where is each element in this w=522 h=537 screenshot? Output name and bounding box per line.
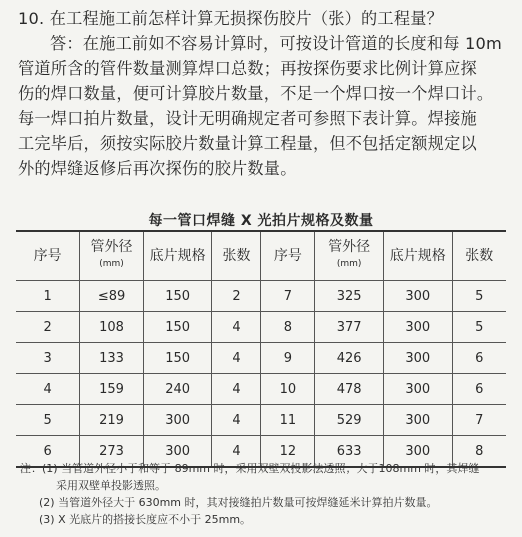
table-cell: 133 xyxy=(80,343,144,374)
note-3: (3) X 光底片的搭接长度应不小于 25mm。 xyxy=(39,513,252,526)
answer-line-4: 每一焊口拍片数量，设计无明确规定者可参照下表计算。焊接施 xyxy=(18,109,477,128)
header-od-left: 管外径 (mm) xyxy=(80,231,144,281)
table-cell: 377 xyxy=(315,312,384,343)
table-cell: 5 xyxy=(452,312,506,343)
header-count-right: 张数 xyxy=(452,231,506,281)
table-cell: 529 xyxy=(315,405,384,436)
table-cell: 4 xyxy=(212,343,261,374)
header-seq-right: 序号 xyxy=(261,231,315,281)
table-cell: 300 xyxy=(383,374,452,405)
table-cell: 150 xyxy=(143,343,212,374)
table-cell: 300 xyxy=(383,405,452,436)
table-cell: 478 xyxy=(315,374,384,405)
table-cell: 325 xyxy=(315,281,384,312)
answer-line-5: 工完毕后，须按实际胶片数量计算工程量，但不包括定额规定以 xyxy=(18,134,477,153)
table-cell: 8 xyxy=(261,312,315,343)
table-header-row xyxy=(16,231,506,281)
note-1: 注：(1) 当管道外径小于和等于 89mm 时，采用双壁双投影法透照；大于108mm 时，其焊缝 xyxy=(20,462,480,475)
table-row xyxy=(16,312,506,343)
table-row xyxy=(16,343,506,374)
table-cell: 6 xyxy=(452,374,506,405)
table-cell: 4 xyxy=(212,374,261,405)
answer-line-1: 答：在施工前如不容易计算时，可按设计管道的长度和每 10m xyxy=(50,34,502,53)
table-cell: 2 xyxy=(212,281,261,312)
table-cell: 8 xyxy=(452,436,506,468)
header-seq-left: 序号 xyxy=(16,231,80,281)
table-cell: 9 xyxy=(261,343,315,374)
note-1-cont: 采用双壁单投影透照。 xyxy=(56,479,166,492)
table-row xyxy=(16,281,506,312)
table-cell: 2 xyxy=(16,312,80,343)
table-cell: 300 xyxy=(383,281,452,312)
table-row xyxy=(16,405,506,436)
table-cell: 219 xyxy=(80,405,144,436)
table-cell: 11 xyxy=(261,405,315,436)
table-cell: 6 xyxy=(16,436,80,468)
question-block xyxy=(18,6,514,181)
table-cell: 150 xyxy=(143,312,212,343)
table-cell: 10 xyxy=(261,374,315,405)
table-cell: 4 xyxy=(212,436,261,468)
table-cell: 12 xyxy=(261,436,315,468)
table-cell: 633 xyxy=(315,436,384,468)
answer-line-3: 伤的焊口数量，便可计算胶片数量，不足一个焊口按一个焊口计。 xyxy=(18,84,494,103)
table-cell: 273 xyxy=(80,436,144,468)
answer-line-6: 外的焊缝返修后再次探伤的胶片数量。 xyxy=(18,159,297,178)
question-title: 10. 在工程施工前怎样计算无损探伤胶片（张）的工程量？ xyxy=(18,9,443,28)
table-cell: 5 xyxy=(16,405,80,436)
table-cell: 4 xyxy=(212,312,261,343)
table-cell: 7 xyxy=(452,405,506,436)
table-cell: 5 xyxy=(452,281,506,312)
table-cell: 150 xyxy=(143,281,212,312)
header-film-right: 底片规格 xyxy=(383,231,452,281)
table-cell: 108 xyxy=(80,312,144,343)
table-cell: 426 xyxy=(315,343,384,374)
note-2: (2) 当管道外径大于 630mm 时，其对接缝拍片数量可按焊缝延米计算拍片数量。 xyxy=(39,496,438,509)
table-cell: 1 xyxy=(16,281,80,312)
table-cell: ≤89 xyxy=(80,281,144,312)
table-title: 每一管口焊缝 X 光拍片规格及数量 xyxy=(148,213,374,229)
xray-spec-table xyxy=(16,230,506,468)
table-cell: 7 xyxy=(261,281,315,312)
table-cell: 300 xyxy=(383,436,452,468)
table-cell: 240 xyxy=(143,374,212,405)
table-cell: 6 xyxy=(452,343,506,374)
table-cell: 300 xyxy=(143,436,212,468)
table-notes xyxy=(20,460,515,528)
table-cell: 300 xyxy=(383,343,452,374)
table-cell: 4 xyxy=(212,405,261,436)
table-cell: 159 xyxy=(80,374,144,405)
table-row xyxy=(16,374,506,405)
answer-line-2: 管道所含的管件数量测算焊口总数；再按探伤要求比例计算应探 xyxy=(18,59,477,78)
table-cell: 300 xyxy=(143,405,212,436)
table-cell: 4 xyxy=(16,374,80,405)
header-count-left: 张数 xyxy=(212,231,261,281)
header-od-right: 管外径 (mm) xyxy=(315,231,384,281)
header-film-left: 底片规格 xyxy=(143,231,212,281)
table-cell: 300 xyxy=(383,312,452,343)
table-cell: 3 xyxy=(16,343,80,374)
